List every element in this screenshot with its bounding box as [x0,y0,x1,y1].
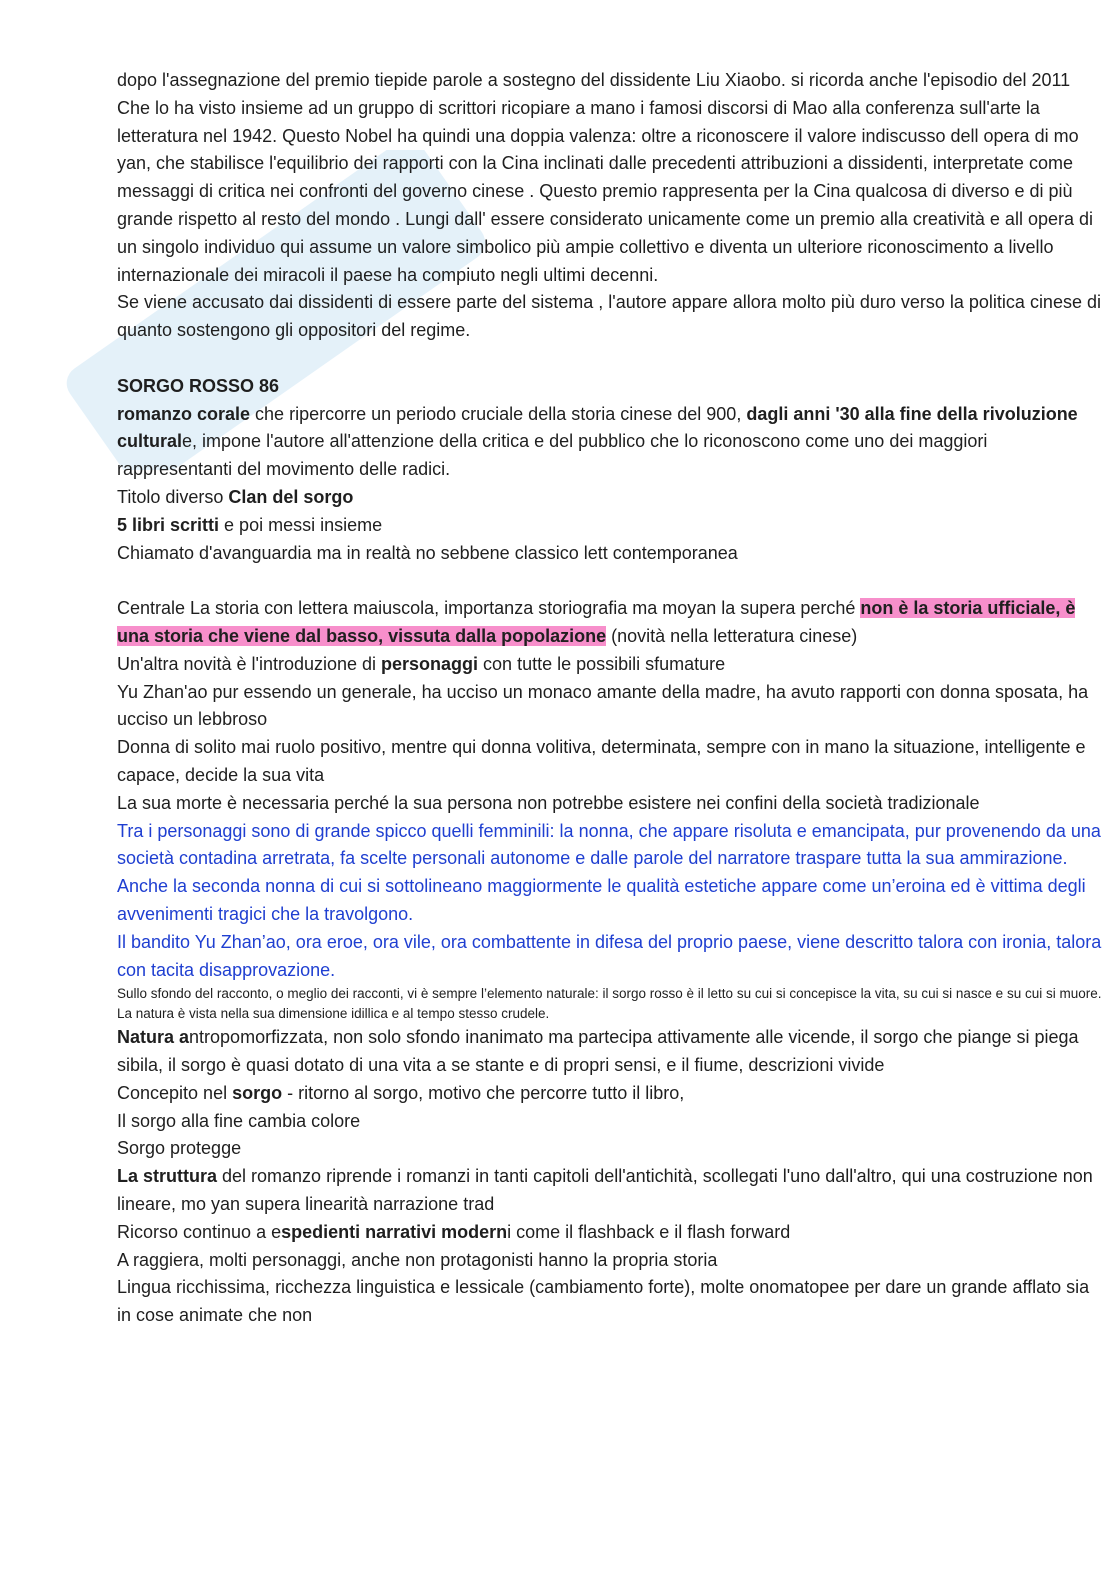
paragraph-morte: La sua morte è necessaria perché la sua persona non potrebbe esistere nei confini della società tradizionale [117,792,980,813]
paragraph-concepito: Concepito nel sorgo - ritorno al sorgo, motivo che percorre tutto il libro, [117,1082,685,1103]
paragraph-titolo: Titolo diverso Clan del sorgo [117,486,354,507]
paragraph-donna: Donna di solito mai ruolo positivo, mentre qui donna volitiva, determinata, sempre con in mano la situazione, intelligente e capace, decide la sua vita [117,737,1086,785]
paragraph-storia: Centrale La storia con lettera maiuscola, importanza storiografia ma moyan la supera perché non è la storia ufficiale, è una storia che viene dal basso, vissuta dalla popolazione (novità nella letteratura cinese) [117,598,1076,646]
section-heading: SORGO ROSSO 86 [117,375,280,396]
paragraph-natura: Natura antropomorfizzata, non solo sfondo inanimato ma partecipa attivamente alle vicende, il sorgo che piange si piega sibila, il sorgo è quasi dotato di una vita a se stante e di propri sensi, e il fiume, descrizioni vivide [117,1027,1079,1076]
paragraph-personaggi: Un'altra novità è l'introduzione di personaggi con tutte le possibili sfumature [117,653,726,674]
paragraph-struttura: La struttura del romanzo riprende i romanzi in tanti capitoli dell'antichità, scollegati l'uno dall'altro, qui una costruzione non lineare, mo yan supera linearità narrazione trad [117,1166,1093,1215]
document-page [117,67,1102,1330]
paragraph-blue-bandito: Il bandito Yu Zhan’ao, ora eroe, ora vile, ora combattente in difesa del proprio paese, viene descritto talora con ironia, talora con tacita disapprovazione. [117,931,1102,980]
paragraph-dissidents: Se viene accusato dai dissidenti di essere parte del sistema , l'autore appare allora molto più duro verso la politica cinese di quanto sostengono gli oppositori del regime. [117,292,1101,341]
paragraph-raggiera: A raggiera, molti personaggi, anche non protagonisti hanno la propria storia [117,1249,718,1270]
paragraph-libri: 5 libri scritti e poi messi insieme [117,514,383,535]
paragraph-avanguardia: Chiamato d'avanguardia ma in realtà no sebbene classico lett contemporanea [117,542,738,563]
paragraph-small-natura: Sullo sfondo del racconto, o meglio dei racconti, vi è sempre l’elemento naturale: il sorgo rosso è il letto su cui si concepisce la vita, su cui si nasce e su cui si muore. La natura è vista nella sua dimensione idillica e al tempo stesso crudele. [117,986,1102,1022]
paragraph-blue-personaggi: Tra i personaggi sono di grande spicco quelli femminili: la nonna, che appare risoluta e emancipata, pur provenendo da una società contadina arretrata, fa scelte personali autonome e dalle parole del narratore traspare tutta la sua ammirazione. Anche la seconda nonna di cui si sottolineano maggiormente le qualità estetiche appare come un’eroina ed è vittima degli avvenimenti tragici che la travolgono. [117,820,1101,924]
paragraph-yu-zhanao: Yu Zhan'ao pur essendo un generale, ha ucciso un monaco amante della madre, ha avuto rapporti con donna sposata, ha ucciso un lebbroso [117,681,1089,730]
paragraph-nobel: dopo l'assegnazione del premio tiepide parole a sostegno del dissidente Liu Xiaobo. si ricorda anche l'episodio del 2011 Che lo ha visto insieme ad un gruppo di scrittori ricopiare a mano i famosi discorsi di Mao alla conferenza sull'arte la letteratura nel 1942. Questo Nobel ha quindi una doppia valenza: oltre a riconoscere il valore indiscusso dell opera di mo yan, che stabilisce l'equilibrio dei rapporti con la Cina inclinati dalle precedenti attribuzioni a dissidenti, interpretate come messaggi di critica nei confronti del governo cinese . Questo premio rappresenta per la Cina qualcosa di diverso e di più grande rispetto al resto del mondo . Lungi dall' essere considerato unicamente come un premio alla creatività e all opera di un singolo individuo qui assume un valore simbolico più ampie collettivo e diventa un ulteriore riconoscimento a livello internazionale dei miracoli il paese ha compiuto negli ultimi decenni. [117,70,1093,285]
paragraph-colore: Il sorgo alla fine cambia colore [117,1110,361,1131]
paragraph-protegge: Sorgo protegge [117,1138,242,1159]
paragraph-espedienti: Ricorso continuo a espedienti narrativi moderni come il flashback e il flash forward [117,1221,791,1242]
paragraph-lingua: Lingua ricchissima, ricchezza linguistica e lessicale (cambiamento forte), molte onomatopee per dare un grande afflato sia in cose animate che non [117,1277,1090,1326]
paragraph-romanzo-corale: romanzo corale che ripercorre un periodo cruciale della storia cinese del 900, dagli anni '30 alla fine della rivoluzione culturale, impone l'autore all'attenzione della critica e del pubblico che lo riconoscono come uno dei maggiori rappresentanti del movimento delle radici. [117,403,1078,480]
highlighted-text: non è la storia ufficiale, è una storia che viene dal basso, vissuta dalla popolazione [117,598,1076,646]
